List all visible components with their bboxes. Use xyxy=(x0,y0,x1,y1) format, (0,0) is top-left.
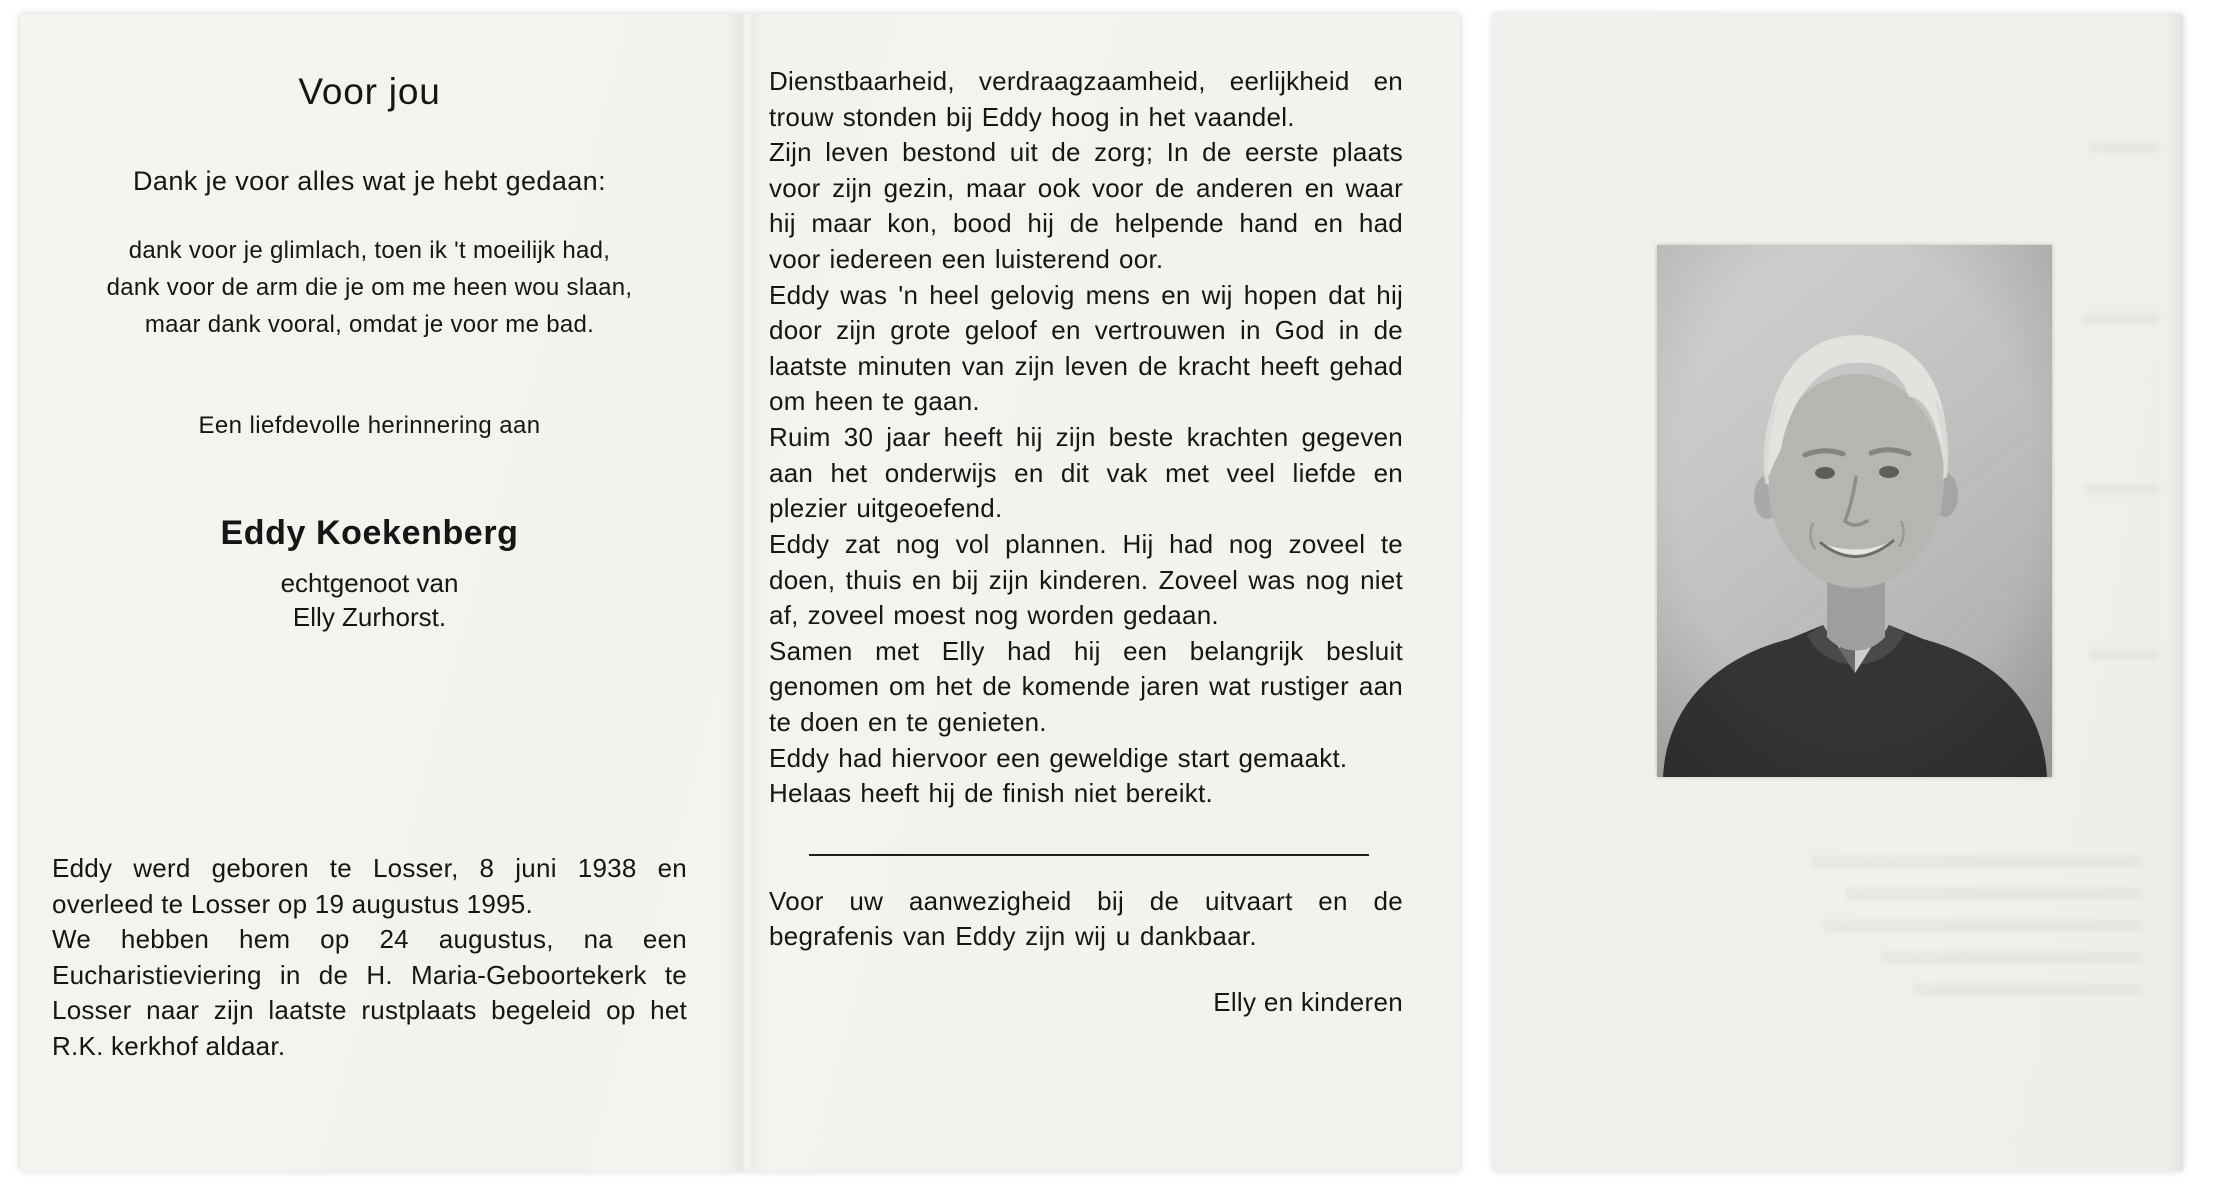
eulogy-paragraph: Eddy had hiervoor een geweldige start gemaakt. xyxy=(769,742,1348,773)
deceased-name: Eddy Koekenberg xyxy=(220,514,519,552)
biography-paragraph: Eddy werd geboren te Losser, 8 juni 1938 en overleed te Losser op 19 augustus 1995. xyxy=(52,853,687,919)
spouse-name: Elly Zurhorst. xyxy=(292,601,447,632)
show-through-artifact xyxy=(2089,142,2159,152)
memorial-intro: Een liefdevolle herinnering aan xyxy=(198,412,541,439)
biography xyxy=(52,851,687,1065)
show-through-artifact xyxy=(1845,888,2143,899)
eulogy-paragraph: Eddy was 'n heel gelovig mens en wij hopen dat hij door zijn grote geloof en vertrouwen in God in de laatste minuten van zijn leven de kracht heeft gehad om heen te gaan. xyxy=(769,279,1403,417)
poem xyxy=(52,232,687,344)
dedication-line: Dank je voor alles wat je hebt gedaan: xyxy=(133,166,606,196)
show-through-artifact xyxy=(2089,650,2159,660)
eulogy-paragraph: Ruim 30 jaar heeft hij zijn beste krachten gegeven aan het onderwijs en dit vak met veel liefde en plezier uitgeoefend. xyxy=(769,422,1403,524)
scan-edge-shadow xyxy=(2165,14,2183,1171)
show-through-artifact xyxy=(2085,484,2159,494)
deceased-name-block xyxy=(52,514,687,635)
eulogy-paragraph: Eddy zat nog vol plannen. Hij had nog zoveel te doen, thuis en bij zijn kinderen. Zoveel was nog niet af, zoveel moest nog worden gedaan. xyxy=(769,528,1403,631)
page-title: Voor jou xyxy=(298,71,441,112)
divider-line xyxy=(809,854,1369,856)
poem-line: dank voor de arm die je om me heen wou slaan, xyxy=(106,274,633,302)
signature: Elly en kinderen xyxy=(1213,987,1403,1018)
eulogy-paragraph: Dienstbaarheid, verdraagzaamheid, eerlijkheid en trouw stonden bij Eddy hoog in het vaandel. xyxy=(769,66,1403,132)
show-through-artifact xyxy=(1913,984,2143,995)
poem-line: dank voor je glimlach, toen ik 't moeilijk had, xyxy=(128,237,611,264)
card-left-page xyxy=(20,14,743,1171)
show-through-artifact xyxy=(1823,920,2143,931)
card-inner-spread xyxy=(20,14,1460,1171)
poem-line: maar dank vooral, omdat je voor me bad. xyxy=(144,311,595,339)
acknowledgement-text: Voor uw aanwezigheid bij de uitvaart en de begrafenis van Eddy zijn wij u dankbaar. xyxy=(769,885,1403,952)
show-through-artifact xyxy=(1881,952,2143,963)
biography-paragraph: We hebben hem op 24 augustus, na een Eucharistieviering in de H. Maria-Geboortekerk te Losser naar zijn laatste rustplaats begeleid op het R.K. kerkhof aldaar. xyxy=(52,924,687,1062)
card-back-panel xyxy=(1493,14,2183,1171)
eulogy-paragraph: Helaas heeft hij de finish niet bereikt. xyxy=(769,778,1213,809)
show-through-artifact xyxy=(2081,314,2159,324)
card-right-page xyxy=(743,14,1460,1171)
relation-label: echtgenoot van xyxy=(280,568,459,598)
eulogy-text xyxy=(769,64,1403,1018)
eulogy-paragraph: Samen met Elly had hij een belangrijk besluit genomen om het de komende jaren wat rustiger aan te doen en te genieten. xyxy=(769,635,1403,737)
eulogy-paragraph: Zijn leven bestond uit de zorg; In de eerste plaats voor zijn gezin, maar ook voor de anderen en waar hij maar kon, bood hij de helpende hand en had voor iedereen een luisterend oor. xyxy=(769,137,1403,275)
portrait-photo xyxy=(1657,245,2052,777)
show-through-artifact xyxy=(1811,856,2143,867)
